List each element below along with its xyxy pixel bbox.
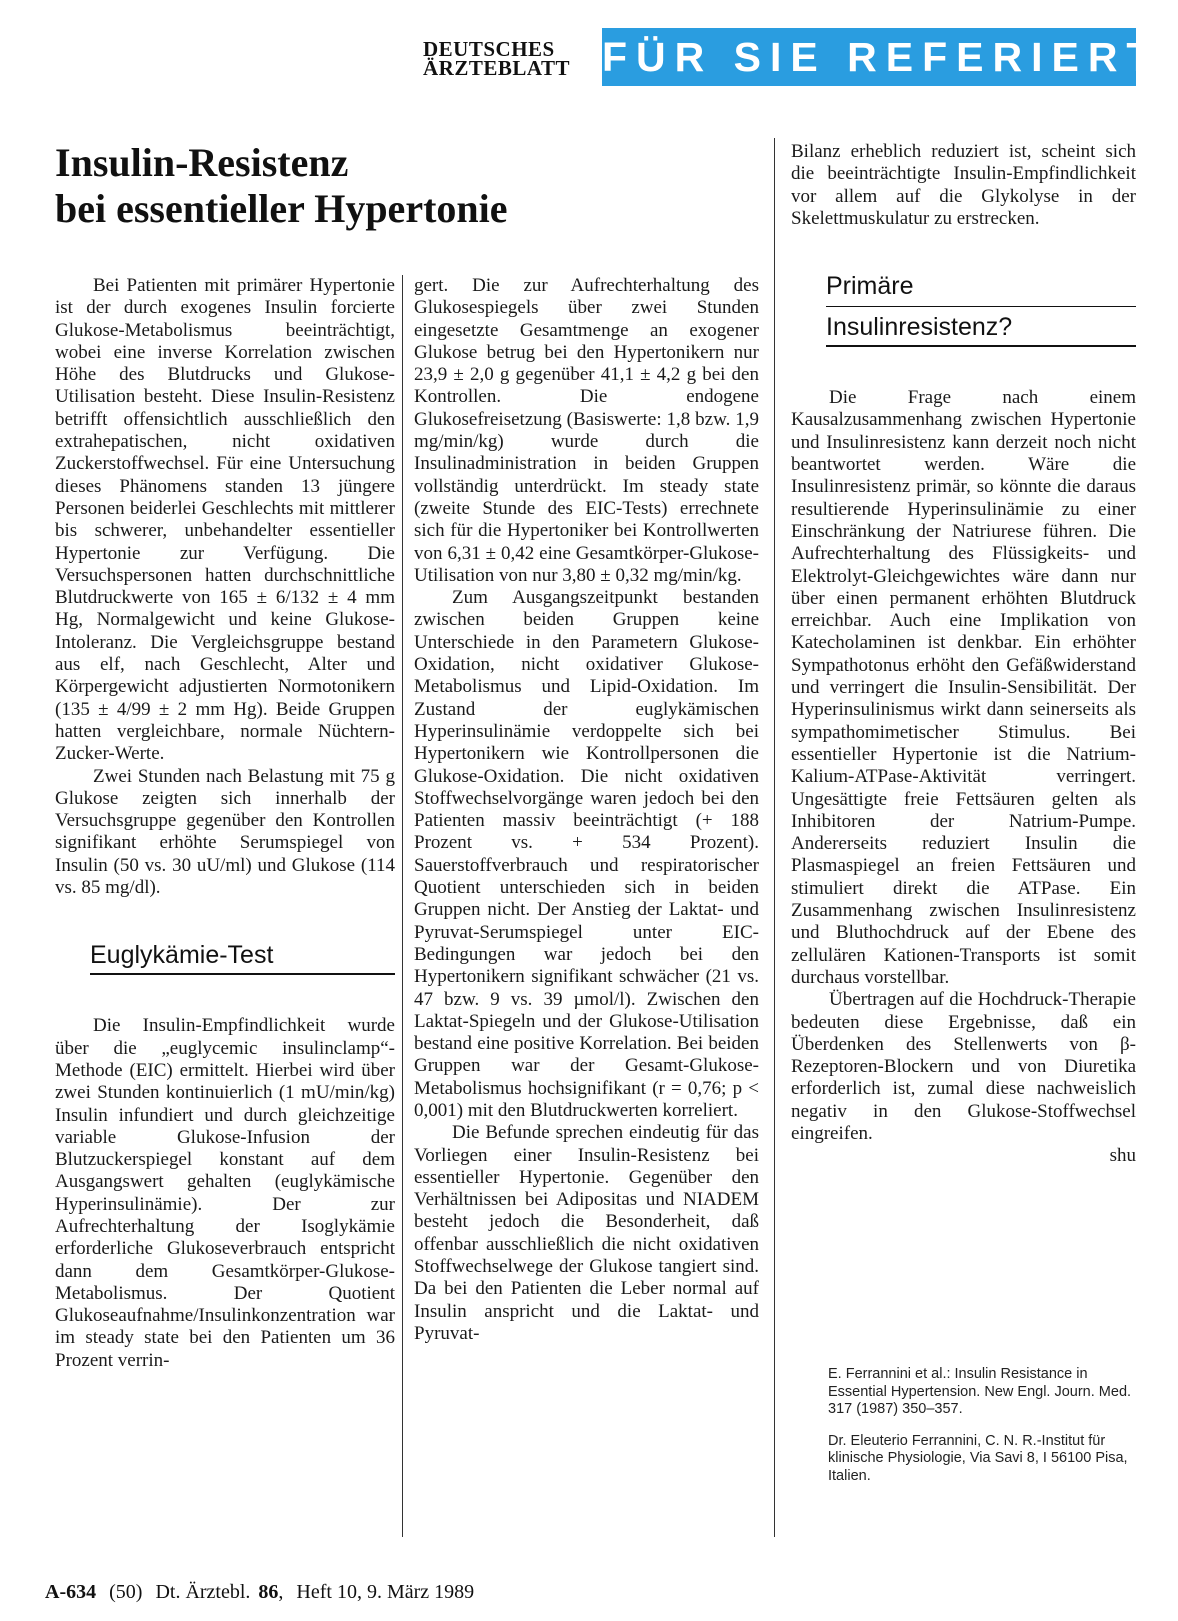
volume-number: 86 bbox=[258, 1581, 279, 1603]
article-title-line1: Insulin-Resistenz bbox=[55, 140, 349, 185]
section-banner: FÜR SIE REFERIERT bbox=[602, 28, 1136, 86]
publication-name-line2: ÄRZTEBLATT bbox=[423, 56, 570, 80]
section-heading-line1: Primäre bbox=[826, 272, 914, 301]
reference-citation: E. Ferrannini et al.: Insulin Resistance in Essential Hypertension. New Engl. Journ. Med. 317 (1987) 350–357. bbox=[828, 1366, 1132, 1417]
section-heading-euglykaemie bbox=[90, 941, 395, 975]
section-heading-line2: Insulinresistenz? bbox=[826, 306, 1136, 341]
article-title bbox=[55, 140, 695, 232]
paragraph: Die Insulin-Empfindlichkeit wurde über die „euglycemic insulinclamp“-Methode (EIC) ermittelt. Hierbei wird über zwei Stunden kontinuierlich (1 mU/min/kg) Insulin infundiert und durch gleichzeitige variable Glukose-Infusion der Blutzuckerspiegel konstant auf dem Ausgangswert gehalten (euglykämische Hyperinsulinämie). Der zur Aufrechterhaltung der Isoglykämie erforderliche Glukoseverbrauch entspricht dann dem Gesamtkörper-Glukose-Metabolismus. Der Quotient Glukoseaufnahme/Insulinkonzentration war im steady state bei den Patienten um 36 Prozent verrin- bbox=[55, 1015, 395, 1371]
issue-date: Heft 10, 9. März 1989 bbox=[296, 1581, 475, 1603]
publication-name bbox=[423, 37, 583, 80]
page-number: A-634 bbox=[45, 1581, 97, 1603]
article-column-1 bbox=[55, 275, 395, 1372]
article-title-line2: bei essentieller Hypertonie bbox=[55, 186, 508, 231]
references bbox=[828, 1366, 1133, 1499]
paragraph: Die Frage nach einem Kausalzusammenhang zwischen Hypertonie und Insulinresistenz kann derzeit noch nicht beantwortet werden. Wäre die Insulinresistenz primär, so könnte die daraus resultierende Hyperinsulinämie zu einer Einschränkung der Natriurese führen. Die Aufrechterhaltung des Flüssigkeits- und Elektrolyt-Gleichgewichtes wäre dann nur über einen permanent erhöhten Blutdruck erreichbar. Auch eine Implikation von Katecholaminen ist denkbar. Ein erhöhter Sympathotonus erhöht den Gefäßwiderstand und verringert die Insulin-Sensibilität. Der Hyperinsulinismus wirkt dann seinerseits als sympathomimetischer Stimulus. Bei essentieller Hypertonie ist die Natrium-Kalium-ATPase-Aktivität verringert. Ungesättigte freie Fettsäuren gelten als Inhibitoren der Natrium-Pumpe. Andererseits reduziert Insulin die Plasmaspiegel an freien Fettsäuren und stimuliert direkt die ATPase. Ein Zusammenhang zwischen Insulinresistenz und Bluthochdruck auf der Ebene des zellulären Kationen-Transports ist somit durchaus vorstellbar. bbox=[791, 387, 1136, 988]
page-number-paren: (50) bbox=[109, 1581, 143, 1603]
section-heading-text: Euglykämie-Test bbox=[90, 941, 274, 970]
section-heading-primaere-insulinresistenz bbox=[826, 272, 1136, 347]
publication-name-line1: DEUTSCHES bbox=[423, 37, 555, 61]
paragraph: Bei Patienten mit primärer Hypertonie ist der durch exogenes Insulin forcierte Glukose-Metabolismus beeinträchtigt, wobei eine inverse Korrelation zwischen Höhe des Blutdrucks und Glukose-Utilisation besteht. Diese Insulin-Resistenz betrifft offensichtlich ausschließlich den extrahepatischen, nicht oxidativen Zuckerstoffwechsel. Für eine Untersuchung dieses Phänomens standen 13 jüngere Personen beiderlei Geschlechts mit mittlerer bis schwerer, unbehandelter essentieller Hypertonie zur Verfügung. Die Versuchspersonen hatten durchschnittliche Blutdruckwerte von 165 ± 6/132 ± 4 mm Hg, Normalgewicht und keine Glukose-Intoleranz. Die Vergleichsgruppe bestand aus elf, nach Geschlecht, Alter und Körpergewicht adjustierten Normotonikern (135 ± 4/99 ± 2 mm Hg). Beide Gruppen hatten vergleichbare, normale Nüchtern-Zucker-Werte. bbox=[55, 275, 395, 765]
paragraph: Bilanz erheblich reduziert ist, scheint sich die beeinträchtigte Insulin-Empfindlichkeit vor allem auf die Glykolyse in der Skelettmuskulatur zu erstrecken. bbox=[791, 141, 1136, 229]
article-column-2 bbox=[414, 275, 759, 1345]
author-signoff bbox=[791, 1145, 1136, 1167]
journal-abbrev: Dt. Ärztebl. bbox=[155, 1581, 251, 1603]
column-divider-2 bbox=[774, 138, 775, 1537]
paragraph: Zwei Stunden nach Belastung mit 75 g Glukose zeigten sich innerhalb der Versuchsgruppe gegenüber den Kontrollen signifikant erhöhte Serumspiegel von Insulin (50 vs. 30 uU/ml) und Glukose (114 vs. 85 mg/dl). bbox=[55, 765, 395, 899]
column-divider-1 bbox=[402, 275, 403, 1537]
paragraph: Übertragen auf die Hochdruck-Therapie bedeuten diese Ergebnisse, daß ein Überdenken des Stellenwerts von β-Rezeptoren-Blockern und von Diuretika erforderlich ist, zumal diese nachweislich negativ in den Glukose-Stoffwechsel eingreifen. bbox=[791, 989, 1136, 1144]
author-address: Dr. Eleuterio Ferrannini, C. N. R.-Institut für klinische Physiologie, Via Savi 8, I 56100 Pisa, Italien. bbox=[828, 1432, 1128, 1484]
paragraph: gert. Die zur Aufrechterhaltung des Glukosespiegels über zwei Stunden eingesetzte Gesamtmenge an exogener Glukose betrug bei den Hypertonikern nur 23,9 ± 2,0 g gegenüber 41,1 ± 4,2 g bei den Kontrollen. Die endogene Glukosefreisetzung (Basiswerte: 1,8 bzw. 1,9 mg/min/kg) wurde durch die Insulinadministration in beiden Gruppen vollständig unterdrückt. Im steady state (zweite Stunde des EIC-Tests) errechnete sich für die Hypertoniker bei Kontrollwerten von 6,31 ± 0,42 eine Gesamtkörper-Glukose-Utilisation von nur 3,80 ± 0,32 mg/min/kg. bbox=[414, 275, 759, 586]
paragraph: Zum Ausgangszeitpunkt bestanden zwischen beiden Gruppen keine Unterschiede in den Parametern Glukose-Oxidation, nicht oxidativer Glukose-Metabolismus und Lipid-Oxidation. Im Zustand der euglykämischen Hyperinsulinämie verdoppelte sich bei Hypertonikern wie Kontrollpersonen die Glukose-Oxidation. Die nicht oxidativen Stoffwechselvorgänge waren jedoch bei den Patienten massiv beeinträchtigt (+ 188 Prozent vs. + 534 Prozent). Sauerstoffverbrauch und respiratorischer Quotient unterschieden sich in beiden Gruppen nicht. Der Anstieg der Laktat- und Pyruvat-Serumspiegel unter EIC-Bedingungen war jedoch bei den Hypertonikern signifikant schwächer (21 vs. 47 bzw. 9 vs. 39 µmol/l). Zwischen den Laktat-Spiegeln und der Glukose-Utilisation bestand eine positive Korrelation. Bei beiden Gruppen war der Gesamt-Glukose-Metabolismus hochsignifikant (r = 0,76; p < 0,001) mit den Blutdruckwerten korreliert. bbox=[414, 587, 759, 1121]
paragraph: Die Befunde sprechen eindeutig für das Vorliegen einer Insulin-Resistenz bei essentieller Hypertonie. Gegenüber den Verhältnissen bei Adipositas und NIADEM besteht jedoch die Besonderheit, daß offenbar ausschließlich die nicht oxidativen Stoffwechselwege der Glukose tangiert sind. Da bei den Patienten die Leber normal auf Insulin anspricht und die Laktat- und Pyruvat- bbox=[414, 1122, 759, 1344]
article-column-3 bbox=[791, 141, 1136, 1168]
page-footer: A-634 (50) Dt. Ärztebl. 86, Heft 10, 9. März 1989 bbox=[45, 1581, 475, 1603]
author-initials: shu bbox=[1109, 1145, 1136, 1167]
